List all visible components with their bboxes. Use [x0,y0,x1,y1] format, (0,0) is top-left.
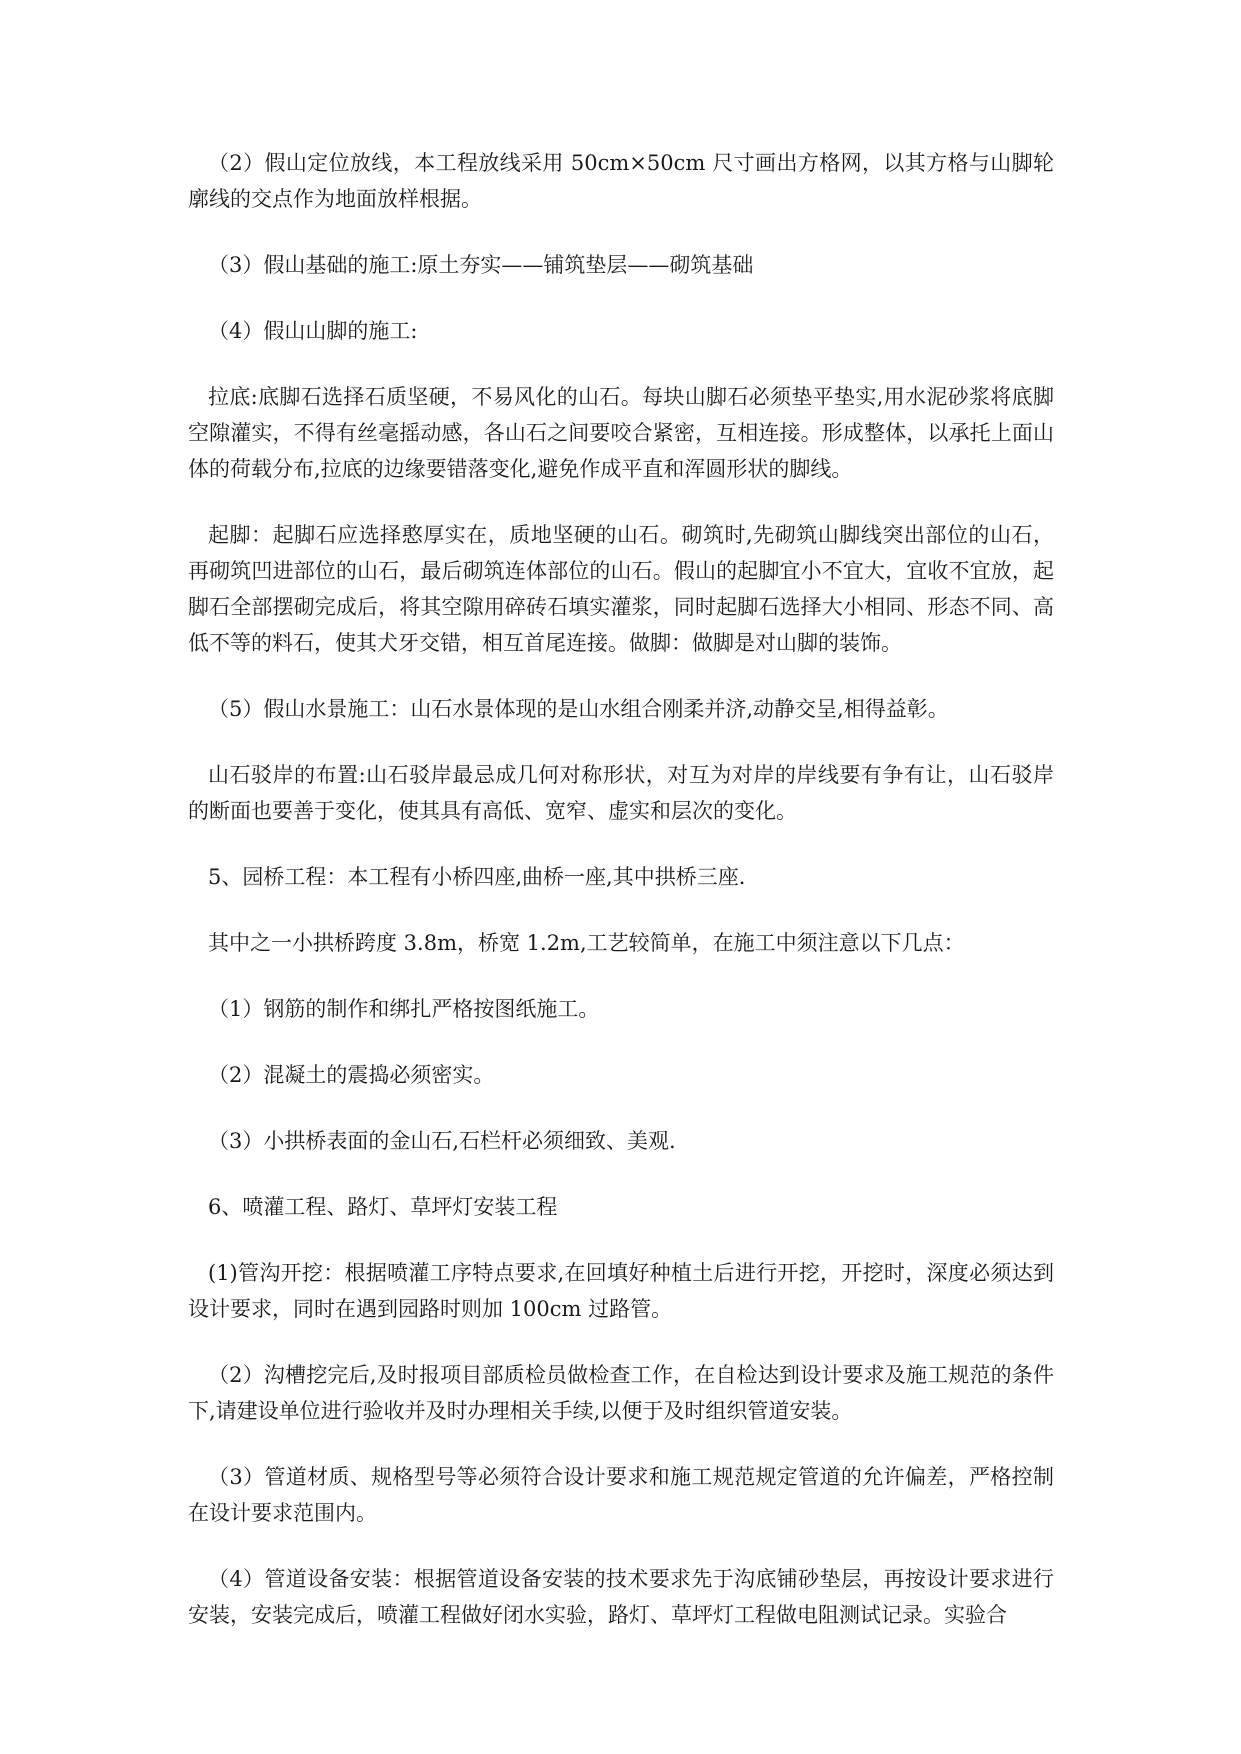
paragraph-arch-bridge-intro: 其中之一小拱桥跨度 3.8m，桥宽 1.2m,工艺较简单，在施工中须注意以下几点： [208,931,965,955]
document-body [188,145,1054,1663]
paragraph-trench-excavation: (1)管沟开挖：根据喷灌工序特点要求,在回填好种植土后进行开挖，开挖时，深度必须达到设计要求，同时在遇到园路时则加 100cm 过路管。 [188,1261,1054,1321]
paragraph-starting-foot: 起脚：起脚石应选择憨厚实在，质地坚硬的山石。砌筑时,先砌筑山脚线突出部位的山石，再砌筑凹进部位的山石，最后砌筑连体部位的山石。假山的起脚宜小不宜大，宜收不宜放，起脚石全部摆砌完成后，将其空隙用碎砖石填实灌浆，同时起脚石选择大小相同、形态不同、高低不等的料石，使其犬牙交错，相互首尾连接。做脚：做脚是对山脚的装饰。 [188,523,1054,655]
paragraph-trench-inspection: （2）沟槽挖完后,及时报项目部质检员做检查工作，在自检达到设计要求及施工规范的条件下,请建设单位进行验收并及时办理相关手续,以便于及时组织管道安装。 [188,1363,1054,1423]
paragraph-stone-revetment: 山石驳岸的布置:山石驳岸最忌成几何对称形状，对互为对岸的岸线要有争有让，山石驳岸的断面也要善于变化，使其具有高低、宽窄、虚实和层次的变化。 [188,763,1054,823]
paragraph-rockery-layout: （2）假山定位放线，本工程放线采用 50cm×50cm 尺寸画出方格网，以其方格与山脚轮廓线的交点作为地面放样根据。 [188,151,1054,211]
paragraph-pipe-installation: （4）管道设备安装：根据管道设备安装的技术要求先于沟底铺砂垫层，再按设计要求进行安装，安装完成后，喷灌工程做好闭水实验，路灯、草坪灯工程做电阻测试记录。实验合 [188,1567,1054,1627]
paragraph-pipe-material: （3）管道材质、规格型号等必须符合设计要求和施工规范规定管道的允许偏差，严格控制在设计要求范围内。 [188,1465,1054,1525]
paragraph-base-laying: 拉底:底脚石选择石质坚硬，不易风化的山石。每块山脚石必须垫平垫实,用水泥砂浆将底脚空隙灌实，不得有丝毫摇动感，各山石之间要咬合紧密，互相连接。形成整体，以承托上面山体的荷载分布,拉底的边缘要错落变化,避免作成平直和浑圆形状的脚线。 [188,385,1054,481]
paragraph-rockery-waterscape: （5）假山水景施工：山石水景体现的是山水组合刚柔并济,动静交呈,相得益彰。 [208,697,949,721]
paragraph-irrigation-section: 6、喷灌工程、路灯、草坪灯安装工程 [208,1195,558,1219]
paragraph-rockery-foundation: （3）假山基础的施工:原土夯实——铺筑垫层——砌筑基础 [208,253,754,277]
paragraph-concrete-note: （2）混凝土的震捣必须密实。 [208,1063,495,1087]
paragraph-stone-finish-note: （3）小拱桥表面的金山石,石栏杆必须细致、美观. [208,1129,676,1153]
paragraph-bridge-section: 5、园桥工程：本工程有小桥四座,曲桥一座,其中拱桥三座. [208,865,746,889]
paragraph-rockery-foot-heading: （4）假山山脚的施工: [208,319,418,343]
paragraph-rebar-note: （1）钢筋的制作和绑扎严格按图纸施工。 [208,997,600,1021]
